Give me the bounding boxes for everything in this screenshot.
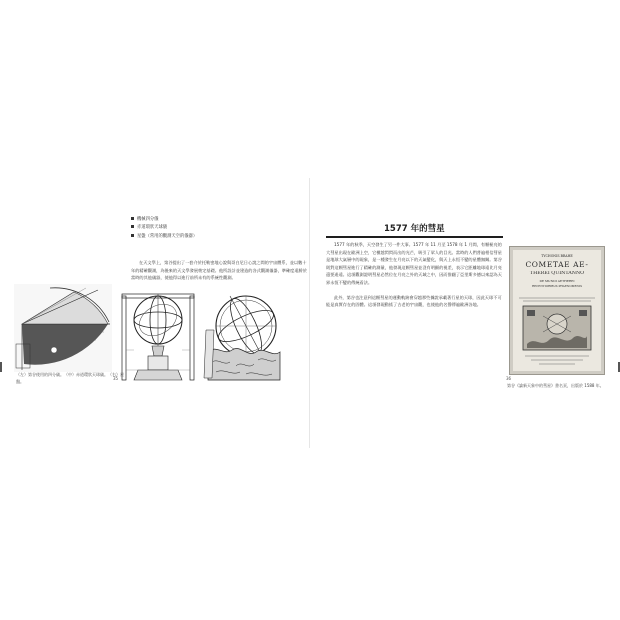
title-page-line: TYCHONIS BRAHE (541, 254, 573, 258)
left-page (14, 178, 310, 448)
title-page-line: DE MUNDI AETHEREI (539, 279, 575, 283)
quadrant-illustration (14, 284, 112, 372)
left-body-text: 在天文學上，第谷提出了一套介於托勒密地心說與哥白尼日心說之間的宇宙體系，並以數十年的精確觀測，為後來的天文學發展奠定基礎。他所設計並建造的各式觀測儀器，準確度遠勝於當時的其他儀器，使他得以進行前所未有的系統性觀測。 (131, 260, 307, 281)
comet-book-title-page (509, 246, 605, 375)
title-page-line: RECENTIORIBUS PHAENOMENIS (532, 284, 582, 288)
title-rule (326, 236, 503, 238)
section-title: 1577 年的彗星 (384, 224, 445, 234)
printer-device-woodcut (513, 296, 601, 366)
title-page-line: THEREI QUINTANNO (529, 271, 585, 276)
right-page (310, 178, 606, 448)
right-figure-caption: 第谷《論新天象中的彗星》書名頁，出版於 1588 年。 (507, 383, 604, 388)
equatorial-armillary-illustration (202, 290, 284, 384)
title-page-line: COMETAE AE- (525, 260, 589, 269)
list-item: 赤道環狀天球儀 (131, 224, 310, 232)
left-figure-caption: （左）第谷使用的四分儀。（中）赤道環狀天球儀。（右）星盤。 (16, 372, 124, 384)
right-body-text (326, 241, 504, 309)
book-spread (0, 178, 620, 448)
paragraph: 此外，第谷也注意到這顆彗星的運動軌跡會穿越那些據說承載著行星的天球，因此天球不可能是真實存在的固體。這項發現動搖了古老的宇宙觀，也使他的名聲傳遍歐洲各地。 (326, 294, 502, 308)
list-item: 機械四分儀 (131, 216, 310, 224)
right-page-number: 36 (506, 376, 512, 381)
armillary-sphere-illustration (118, 290, 198, 384)
list-item: 星盤（常用的觀測天空的儀器） (131, 233, 310, 241)
paragraph: 1577 年的秋季，天空發生了另一件大事。1577 年 11 月至 1578 年 1 月間，有顆極亮的大彗星出現在歐洲上空，它橫越閃閃而出的光芒，吸引了眾人的目光。當時的人們普遍相信彗星是地球大氣層中的現象，是一種發生在月亮以下的天氣變化，與天上永恆不變的星體無關。第谷則對這顆彗星進行了精確的測量，他發現這顆彗星並沒有明顯的視差，表示它距離地球遠比月亮還要遙遠。這項觀測證明彗星必然位在月亮之外的天域之中，因而推翻了亞里斯多德以來認為天界永恆不變的傳統看法。 (326, 242, 502, 285)
instrument-list (131, 216, 310, 241)
page-edge-mark-left (0, 362, 2, 372)
left-page-number: 35 (113, 376, 119, 381)
